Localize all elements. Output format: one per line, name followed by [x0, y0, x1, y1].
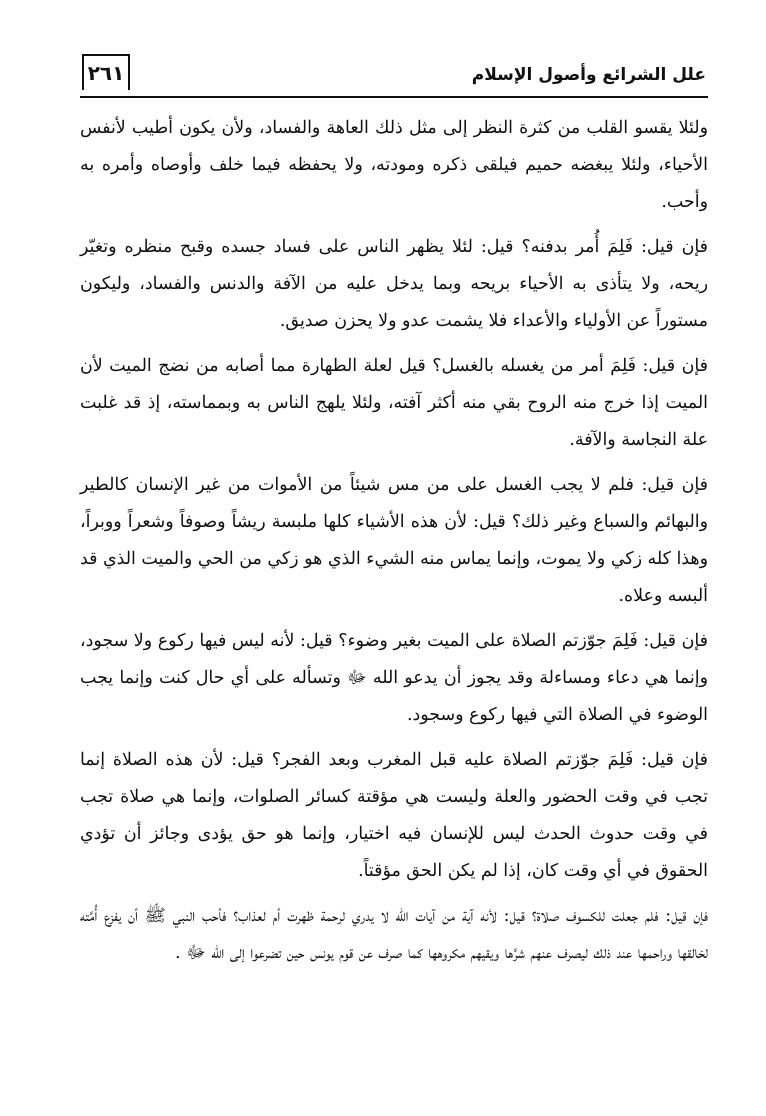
paragraph: فإن قيل: فلم لا يجب الغسل على من مس شيئاً من الأموات من غير الإنسان كالطير والبهائم والسباع وغير ذلك؟ قيل: لأن هذه الأشياء كلها ملبسة ريشاً وصوفاً وشعراً ووبراً، وهذا كله زكي ولا يموت، وإنما يماس منه الشيء الذي هو زكي من الحي والميت الذي قد ألبسه وعلاه. — [80, 475, 708, 606]
paragraph: فإن قيل: فَلِمَ جوّزتم الصلاة عليه قبل المغرب وبعد الفجر؟ قيل: لأن هذه الصلاة إنما تجب في وقت الحضور والعلة وليست هي مؤقتة كسائر الصلوات، وإنما هي صلاة تجب في وقت حدوث الحدث ليس للإنسان فيه اختيار، وإنما هو حق يؤدى وجائز أن تؤدي الحقوق في أي وقت كان، إذا لم يكن الحق مؤقتاً. — [80, 750, 708, 881]
page-number: ٢٦١ — [82, 54, 130, 90]
paragraph: فإن قيل: فَلِمَ جوّزتم الصلاة على الميت بغير وضوء؟ قيل: لأنه ليس فيها ركوع ولا سجود، وإنما هي دعاء ومساءلة وقد يجوز أن يدعو الله ﷻ وتسأله على أي حال كنت وإنما يجب الوضوء في الصلاة التي فيها ركوع وسجود. — [80, 631, 708, 725]
paragraph: فإن قيل: فَلِمَ أمر من يغسله بالغسل؟ قيل لعلة الطهارة مما أصابه من نضج الميت لأن الميت إذا خرج منه الروح بقي منه أكثر آفته، ولئلا يلهج الناس به وبمماسته، إذ قد غلبت علة النجاسة والآفة. — [80, 356, 708, 450]
body-text — [80, 110, 708, 972]
paragraph: فإن قيل: فَلِمَ أُمر بدفنه؟ قيل: لئلا يظهر الناس على فساد جسده وقبح منظره وتغيّر ريحه، ولا يتأذى به الأحياء بريحه وبما يدخل عليه من الآفة والدنس والفساد، وليكون مستوراً عن الأولياء والأعداء فلا يشمت عدو ولا يحزن صديق. — [80, 237, 708, 331]
book-page — [80, 48, 708, 1088]
paragraph: ولئلا يقسو القلب من كثرة النظر إلى مثل ذلك العاهة والفساد، ولأن يكون أطيب لأنفس الأحياء، ولئلا يبغضه حميم فيلقى ذكره ومودته، ولا يحفظه فيما خلف وأوصاه وأمره به وأحب. — [80, 118, 708, 212]
page-header — [80, 48, 708, 98]
paragraph: فإن قيل: فلم جعلت للكسوف صلاة؟ قيل: لأنه آية من آيات الله لا يدري لرحمة ظهرت أم لعذاب؟ فأحب النبي ﷺ أن يفزع أُمَّته لخالقها وراحمها عند ذلك ليصرف عنهم شرَّها ويقيهم مكروهها كما صرف عن قوم يونس حين تضرعوا إلى الله ﷻ . — [80, 906, 708, 963]
running-title: علل الشرائع وأصول الإسلام — [471, 65, 706, 85]
